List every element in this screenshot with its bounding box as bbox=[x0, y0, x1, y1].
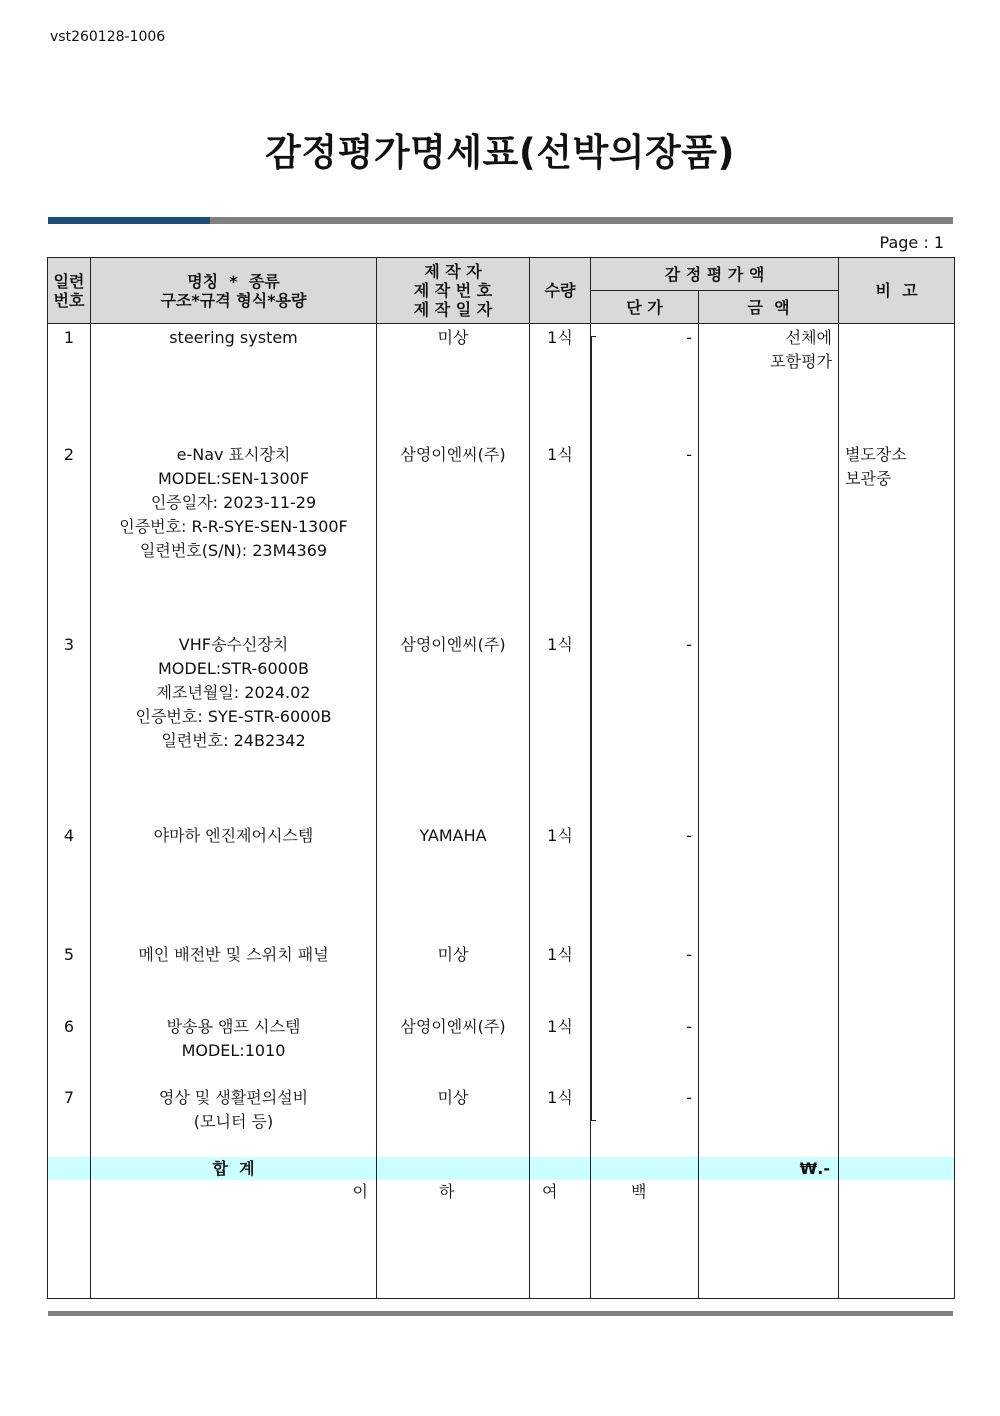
footer-rule bbox=[48, 1311, 953, 1316]
item-maker: 삼영이엔씨(주) bbox=[377, 443, 530, 633]
item-note bbox=[839, 824, 955, 943]
table-row bbox=[48, 1086, 955, 1157]
item-unit-price: - bbox=[591, 443, 699, 633]
table-header bbox=[48, 258, 955, 324]
item-number: 2 bbox=[48, 443, 91, 633]
page-title: 감정평가명세표(선박의장품) bbox=[265, 131, 735, 174]
item-name: 방송용 앰프 시스템 MODEL:1010 bbox=[91, 1015, 377, 1086]
table-row bbox=[48, 1015, 955, 1086]
item-maker: 삼영이엔씨(주) bbox=[377, 633, 530, 824]
item-maker: 미상 bbox=[377, 943, 530, 1015]
amount-in-words-row bbox=[48, 1180, 955, 1299]
item-note bbox=[839, 943, 955, 1015]
item-amount bbox=[699, 633, 839, 824]
item-number: 5 bbox=[48, 943, 91, 1015]
item-name: 영상 및 생활편의설비 (모니터 등) bbox=[91, 1086, 377, 1157]
header-quantity: 수량 bbox=[530, 258, 591, 324]
item-note bbox=[839, 1086, 955, 1157]
header-name: 명칭 * 종류 구조*규격 형식*용량 bbox=[91, 258, 377, 324]
item-number: 1 bbox=[48, 324, 91, 443]
document-id: vst260128-1006 bbox=[50, 29, 166, 45]
item-quantity: 1식 bbox=[530, 633, 591, 824]
item-amount bbox=[699, 824, 839, 943]
table-row bbox=[48, 943, 955, 1015]
item-amount bbox=[699, 943, 839, 1015]
item-unit-price: - bbox=[591, 824, 699, 943]
item-quantity: 1식 bbox=[530, 943, 591, 1015]
table-row bbox=[48, 324, 955, 443]
item-note: 별도장소 보관중 bbox=[839, 443, 955, 633]
header-maker: 제 작 자 제 작 번 호 제 작 일 자 bbox=[377, 258, 530, 324]
total-amount: ₩.- bbox=[699, 1157, 839, 1180]
item-maker: 미상 bbox=[377, 324, 530, 443]
item-note bbox=[839, 324, 955, 443]
table-row bbox=[48, 443, 955, 633]
item-rows bbox=[48, 324, 955, 1157]
item-amount bbox=[699, 443, 839, 633]
words-part: 하 bbox=[377, 1180, 530, 1299]
item-unit-price: - bbox=[591, 1015, 699, 1086]
total-row bbox=[48, 1157, 955, 1180]
item-unit-price: - bbox=[591, 324, 699, 443]
header-serial: 일련 번호 bbox=[48, 258, 91, 324]
item-name: VHF송수신장치 MODEL:STR-6000B 제조년월일: 2024.02 인증번호: SYE-STR-6000B 일련번호: 24B2342 bbox=[91, 633, 377, 824]
page-number: Page : 1 bbox=[879, 233, 944, 252]
words-part: 이 bbox=[91, 1180, 377, 1299]
item-amount bbox=[699, 1086, 839, 1157]
item-number: 3 bbox=[48, 633, 91, 824]
appraisal-table bbox=[47, 257, 955, 1299]
item-maker: 미상 bbox=[377, 1086, 530, 1157]
header-unit-price: 단 가 bbox=[591, 291, 699, 324]
item-quantity: 1식 bbox=[530, 443, 591, 633]
item-unit-price: - bbox=[591, 943, 699, 1015]
item-quantity: 1식 bbox=[530, 1086, 591, 1157]
item-number: 4 bbox=[48, 824, 91, 943]
item-quantity: 1식 bbox=[530, 824, 591, 943]
item-name: 메인 배전반 및 스위치 패널 bbox=[91, 943, 377, 1015]
table-footer bbox=[48, 1157, 955, 1299]
header-amount: 금 액 bbox=[699, 291, 839, 324]
item-unit-price: - bbox=[591, 1086, 699, 1157]
item-number: 7 bbox=[48, 1086, 91, 1157]
price-bracket bbox=[591, 336, 596, 1121]
item-amount bbox=[699, 1015, 839, 1086]
item-quantity: 1식 bbox=[530, 1015, 591, 1086]
item-amount: 선체에 포함평가 bbox=[699, 324, 839, 443]
item-quantity: 1식 bbox=[530, 324, 591, 443]
item-name: steering system bbox=[91, 324, 377, 443]
table-row bbox=[48, 633, 955, 824]
item-note bbox=[839, 633, 955, 824]
item-unit-price: - bbox=[591, 633, 699, 824]
item-note bbox=[839, 1015, 955, 1086]
item-name: e-Nav 표시장치 MODEL:SEN-1300F 인증일자: 2023-11-29 인증번호: R-R-SYE-SEN-1300F 일련번호(S/N): 23M4369 bbox=[91, 443, 377, 633]
total-label: 합 계 bbox=[91, 1157, 377, 1180]
words-part: 백 bbox=[591, 1180, 699, 1299]
words-part: 여 bbox=[530, 1180, 591, 1299]
header-note: 비 고 bbox=[839, 258, 955, 324]
header-appraisal: 감 정 평 가 액 bbox=[591, 258, 839, 291]
header-accent-bar bbox=[48, 217, 210, 224]
item-name: 야마하 엔진제어시스템 bbox=[91, 824, 377, 943]
item-number: 6 bbox=[48, 1015, 91, 1086]
item-maker: YAMAHA bbox=[377, 824, 530, 943]
table-row bbox=[48, 824, 955, 943]
item-maker: 삼영이엔씨(주) bbox=[377, 1015, 530, 1086]
